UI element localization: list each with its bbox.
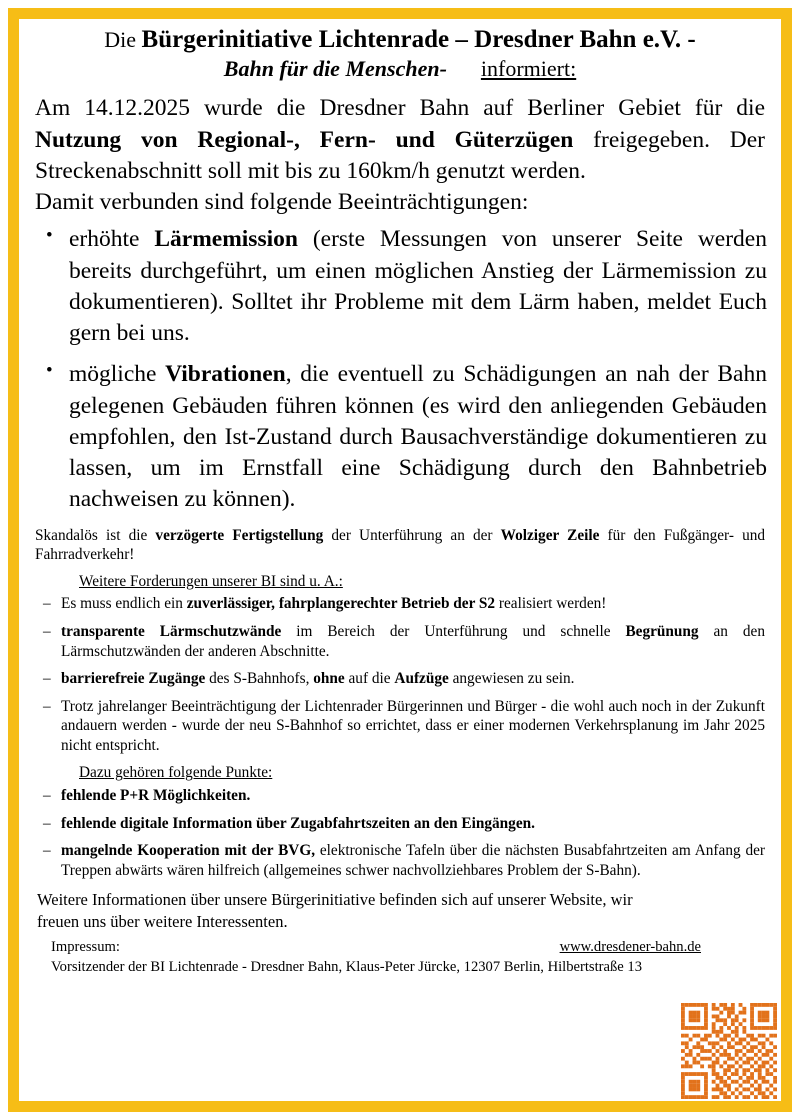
demand-2-f: Aufzüge	[394, 670, 449, 688]
demand-1-c: im Bereich der Unterführung und schnelle	[281, 623, 626, 641]
points-heading: Dazu gehören folgende Punkte:	[79, 764, 273, 782]
intro-text-c: freigegeben. Der Streckenabschnitt soll mit bis zu 160km/h genutzt werden.	[35, 126, 765, 184]
point-2-c: elektronische Tafeln über die nächsten Busabfahrtzeiten am Anfang der Treppen abwärts wären hilfreich (allgemeines schwer nachvollziehbares Problem der S-Bahn).	[61, 842, 765, 879]
qr-code-icon[interactable]	[681, 1003, 777, 1099]
outro-paragraph: Weitere Informationen über unsere Bürgerinitiative befinden sich auf unserer Website, wir freuen uns über weitere Interessenten.	[37, 890, 633, 931]
impact-body-0: (erste Messungen von unserer Seite werden bereits durchgeführt, um einen möglichen Anstieg der Lärmemission zu dokumentieren). Solltet ihr Probleme mit dem Lärm haben, meldet Euch gern bei uns.	[69, 226, 767, 347]
demand-1-d: Begrünung	[625, 623, 699, 641]
demand-0-a: Es muss endlich ein	[61, 595, 187, 613]
intro-section	[33, 93, 767, 218]
demands-heading: Weitere Forderungen unserer BI sind u. A.:	[79, 572, 343, 590]
point-0-b: fehlende P+R Möglichkeiten.	[61, 787, 251, 805]
imprint-label: Impressum:	[51, 939, 120, 956]
demands-list	[35, 594, 765, 755]
demand-2-c: des S-Bahnhofs,	[205, 670, 314, 688]
yellow-border-frame	[8, 8, 792, 1112]
list-item	[35, 622, 765, 661]
header-line-slogan	[33, 56, 767, 82]
demand-2-d: ohne	[313, 670, 345, 688]
flyer-header	[33, 25, 767, 81]
scandal-a: Skandalös ist die	[35, 526, 156, 544]
demand-1-e: an den Lärmschutzwänden der anderen Abschnitte.	[61, 623, 765, 660]
intro-text-bold: Nutzung von Regional-, Fern- und Güterzügen	[35, 126, 574, 153]
intro-paragraph	[35, 93, 765, 187]
informiert-label: informiert:	[480, 55, 577, 81]
impact-body-1: , die eventuell zu Schädigungen an nah der Bahn gelegenen Gebäuden führen können (es wird den anliegenden Gebäuden empfohlen, den Ist-Zustand durch Bausachverständige dokumentieren zu lassen, um im Ernstfall eine Schädigung durch den Bahnbetrieb nachweisen zu können).	[69, 361, 767, 513]
intro-lead-in: Damit verbunden sind folgende Beeinträchtigungen:	[35, 189, 529, 216]
list-item	[35, 786, 765, 806]
organization-name: Bürgerinitiative Lichtenrade – Dresdner Bahn e.V. -	[141, 26, 696, 53]
impact-prefix-1: mögliche	[69, 361, 166, 388]
list-item	[35, 814, 765, 834]
demand-2-e: auf die	[344, 670, 395, 688]
impact-prefix-0: erhöhte	[69, 226, 155, 253]
list-item	[33, 224, 767, 349]
demand-2-b: barrierefreie Zugänge	[61, 670, 206, 688]
list-item	[35, 841, 765, 880]
demand-3-a: Trotz jahrelanger Beeinträchtigung der Lichtenrader Bürgerinnen und Bürger - die wohl auch noch in der Zukunft andauern werden - wurde der neu S-Bahnhof so errichtet, dass er einer modernen Verkehrsplanung im Jahr 2025 nicht entspricht.	[61, 697, 765, 754]
scandal-d: Wolziger Zeile	[500, 526, 600, 544]
scandal-paragraph	[35, 526, 765, 565]
impact-keyword-0: Lärmemission	[154, 226, 298, 253]
details-section	[33, 526, 767, 881]
impacts-list	[33, 224, 767, 515]
header-line-organization	[33, 25, 767, 55]
organization-slogan: Bahn für die Menschen-	[223, 55, 447, 81]
intro-text-a: Am 14.12.2025 wurde die Dresdner Bahn auf Berliner Gebiet für die	[35, 95, 765, 122]
demand-0-c: realisiert werden!	[495, 595, 607, 613]
header-lead-word: Die	[104, 27, 142, 52]
qr-code-svg	[681, 1003, 777, 1099]
list-item	[33, 359, 767, 515]
scandal-c: der Unterführung an der	[323, 526, 501, 544]
website-link[interactable]: www.dresdener-bahn.de	[559, 939, 701, 956]
imprint-top-row	[51, 938, 701, 958]
demand-1-b: transparente Lärmschutzwände	[61, 623, 282, 641]
impact-keyword-1: Vibrationen	[165, 361, 286, 388]
demand-0-b: zuverlässiger, fahrplangerechter Betrieb der S2	[186, 595, 496, 613]
point-1-b: fehlende digitale Information über Zugabfahrtszeiten an den Eingängen.	[61, 814, 535, 832]
list-item	[35, 594, 765, 614]
imprint-block	[33, 938, 701, 977]
point-2-b: mangelnde Kooperation mit der BVG,	[61, 842, 316, 860]
scandal-b: verzögerte Fertigstellung	[155, 526, 324, 544]
imprint-address: Vorsitzender der BI Lichtenrade - Dresdner Bahn, Klaus-Peter Jürcke, 12307 Berlin, Hilbertstraße 13	[51, 958, 642, 975]
points-list	[35, 786, 765, 880]
list-item	[35, 669, 765, 689]
demand-2-g: angewiesen zu sein.	[448, 670, 575, 688]
scandal-e: für den Fußgänger- und Fahrradverkehr!	[35, 526, 766, 564]
list-item	[35, 697, 765, 756]
